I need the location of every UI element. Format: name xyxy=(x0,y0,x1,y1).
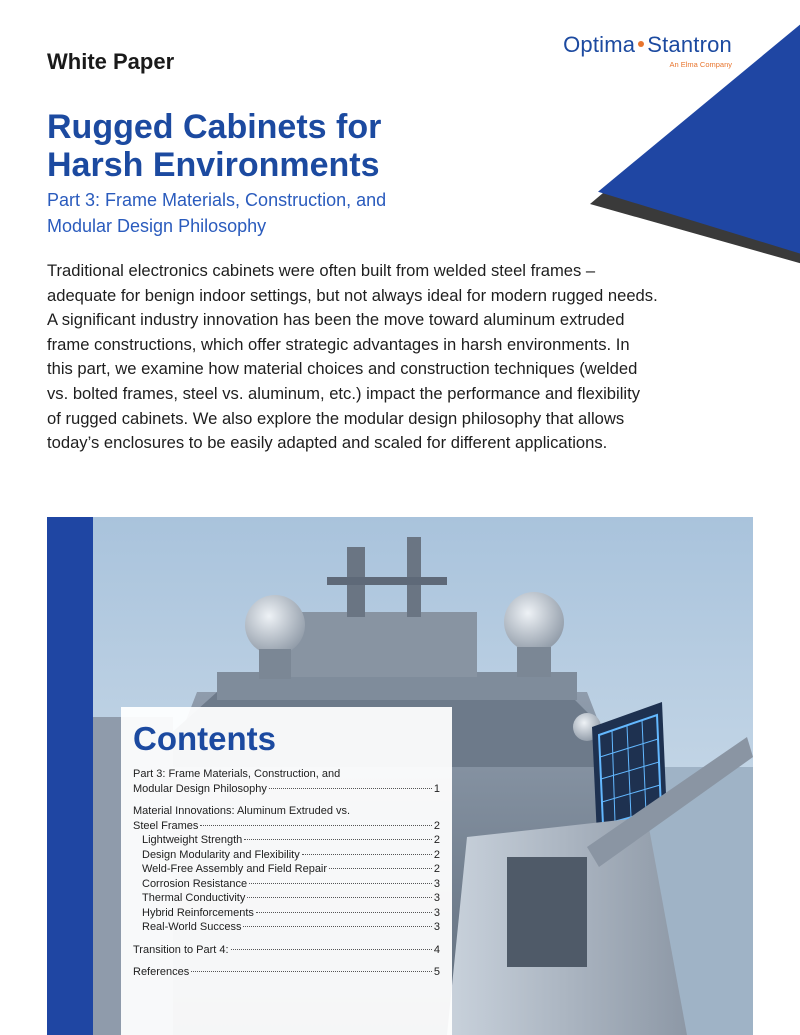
page-title: Rugged Cabinets for Harsh Environments xyxy=(47,108,382,184)
toc-entry-weld-free-assembly[interactable]: Weld-Free Assembly and Field Repair 2 xyxy=(142,863,440,875)
blue-sidebar-bar xyxy=(47,517,93,1035)
toc-entry-design-modularity[interactable]: Design Modularity and Flexibility 2 xyxy=(142,848,440,861)
toc-entry-thermal-conductivity[interactable]: Thermal Conductivity 3 xyxy=(142,892,440,904)
toc-list xyxy=(133,767,440,980)
logo-dot-icon xyxy=(638,41,644,47)
intro-paragraph: Traditional electronics cabinets were often built from welded steel frames – adequate for benign indoor settings, but not always ideal for modern rugged needs. A significant industry innovation has been the move toward aluminum extruded frame constructions, which offer strategic advantages in harsh environments. In this part, we examine how material choices and construction techniques (welded vs. bolted frames, steel vs. aluminum, etc.) impact the performance and flexibility of rugged cabinets. We also explore the modular design philosophy that allows today’s enclosures to be easily adapted and scaled for different applications. xyxy=(47,261,658,453)
toc-entry-lightweight-strength[interactable]: Lightweight Strength 2 xyxy=(142,834,440,846)
toc-entry-hybrid-reinforcements[interactable]: Hybrid Reinforcements 3 xyxy=(142,906,440,919)
toc-entry-part3[interactable]: Part 3: Frame Materials, Construction, and Modular Design Philosophy 1 xyxy=(133,768,440,795)
toc-entry-corrosion-resistance[interactable]: Corrosion Resistance 3 xyxy=(142,877,440,890)
toc-entry-transition-part4[interactable]: Transition to Part 4: 4 xyxy=(133,943,440,956)
document-type: White Paper xyxy=(47,49,175,74)
brand-logo xyxy=(532,32,732,69)
brand-name: Optima Stantron xyxy=(563,32,732,57)
page-subtitle: Part 3: Frame Materials, Construction, and Modular Design Philosophy xyxy=(47,190,387,236)
toc-entry-real-world-success[interactable]: Real-World Success 3 xyxy=(142,921,440,933)
contents-title: Contents xyxy=(133,720,276,757)
brand-tagline: An Elma Company xyxy=(669,60,732,69)
toc-entry-references[interactable]: References 5 xyxy=(133,966,440,978)
toc-entry-material-innovations[interactable]: Material Innovations: Aluminum Extruded vs. Steel Frames 2 xyxy=(133,805,440,832)
table-of-contents xyxy=(121,707,452,1035)
